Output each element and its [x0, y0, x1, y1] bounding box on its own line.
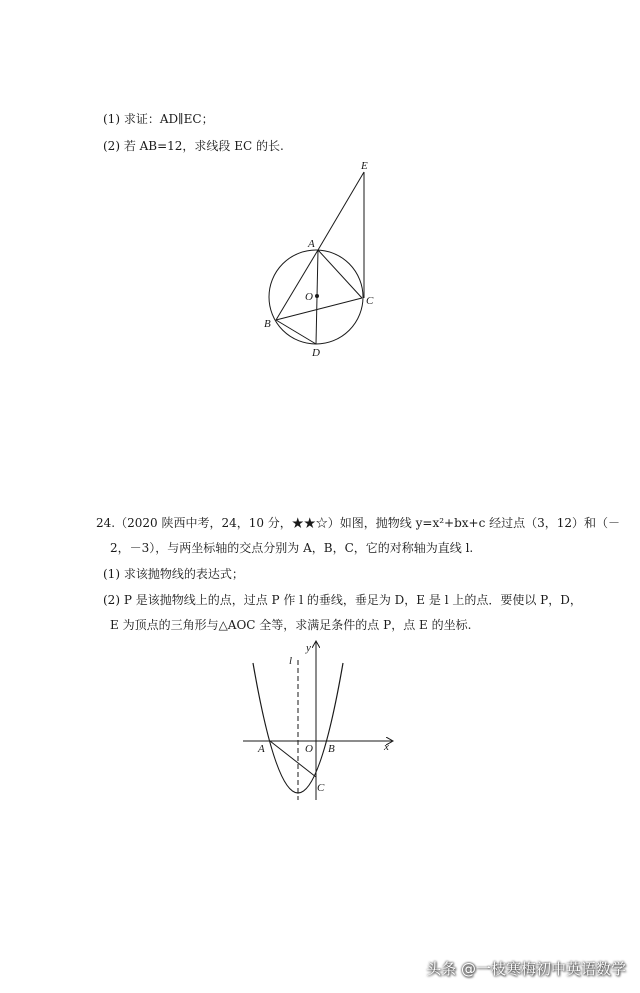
segment-ac: [318, 250, 362, 298]
parabola-figure: [0, 630, 640, 810]
label-a: A: [258, 743, 265, 755]
p24-line2: 2，－3），与两坐标轴的交点分别为 A，B，C，它的对称轴为直线 l.: [110, 541, 474, 555]
label-l: l: [289, 655, 293, 667]
p24-line1: 24.（2020 陕西中考，24，10 分，★★☆）如图，抛物线 y=x²+bx+c 经过点（3，12）和（－: [96, 516, 621, 530]
label-o: O: [305, 291, 313, 303]
label-c: C: [366, 295, 374, 307]
p24-part2-line2: E 为顶点的三角形与△AOC 全等，求满足条件的点 P，点 E 的坐标.: [110, 618, 472, 632]
watermark: 头条 @一枝寒梅初中英语数学: [426, 960, 626, 978]
label-b: B: [328, 743, 335, 755]
label-x: x: [384, 741, 389, 753]
label-b: B: [264, 318, 271, 330]
segment-bd: [276, 320, 316, 344]
p24-part2-line1: (2) P 是该抛物线上的点，过点 P 作 l 的垂线，垂足为 D，E 是 l 上的点．要使以 P，D，: [103, 593, 582, 607]
label-c: C: [317, 782, 325, 794]
segment-ab: [276, 250, 318, 320]
p23-part2: (2) 若 AB=12，求线段 EC 的长.: [103, 139, 284, 153]
label-y: y: [306, 642, 311, 654]
p24-part1: (1) 求该抛物线的表达式；: [103, 567, 244, 581]
segment-bc: [276, 298, 362, 320]
label-e: E: [361, 160, 368, 172]
segment-ae: [318, 172, 364, 250]
label-d: D: [312, 347, 320, 359]
p23-part1: (1) 求证：AD∥EC；: [103, 112, 214, 126]
circle-figure: [0, 0, 640, 380]
center-point-o: [315, 294, 319, 298]
label-a: A: [308, 238, 315, 250]
label-o: O: [305, 743, 313, 755]
